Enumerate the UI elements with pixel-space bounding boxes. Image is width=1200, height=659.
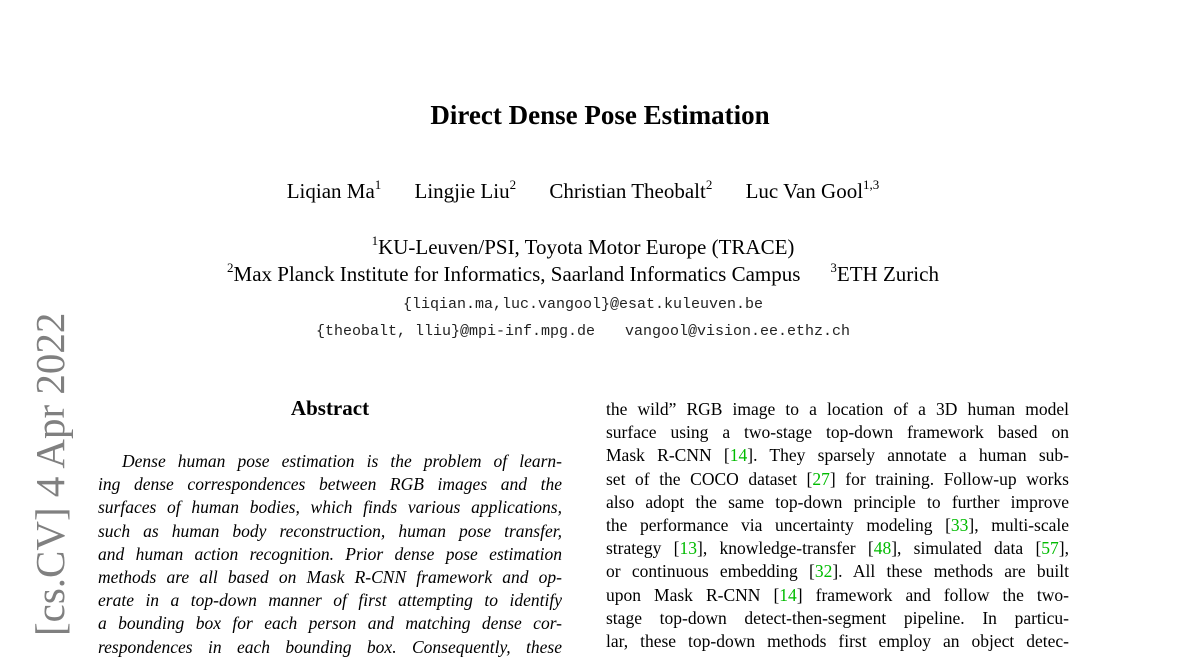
affil-sup: 1: [371, 233, 379, 248]
citation-link[interactable]: 14: [779, 584, 797, 605]
text: ], knowledge-transfer [: [697, 538, 874, 559]
text: Mask R-CNN [: [606, 445, 730, 466]
paper-title: Direct Dense Pose Estimation: [430, 100, 770, 130]
citation-link[interactable]: 57: [1041, 538, 1059, 559]
text: ],: [1058, 538, 1069, 559]
text: ], simulated data [: [891, 538, 1042, 559]
email: {theobalt, lliu}@mpi-inf.mpg.de: [315, 323, 595, 340]
email-line-1: {liqian.ma,luc.vangool}@esat.kuleuven.be: [402, 296, 764, 313]
abstract-line: such as human body reconstruction, human pose transfer,: [98, 520, 562, 541]
body-line: [606, 514, 1069, 537]
author: [287, 179, 382, 203]
intro-column: [606, 398, 1069, 653]
affiliation: KU-Leuven/PSI, Toyota Motor Europe (TRACE): [378, 235, 795, 259]
text: ]. They sparsely annotate a human sub-: [747, 445, 1069, 466]
text: ] framework and follow the two-: [796, 584, 1069, 605]
body-line: [606, 584, 1069, 607]
body-line: stage top-down detect-then-segment pipeline. In particu-: [606, 607, 1069, 628]
arxiv-stamp: [cs.CV] 4 Apr 2022: [27, 312, 73, 636]
abstract-body: [98, 450, 562, 659]
text: set of the COCO dataset [: [606, 468, 813, 489]
author: [549, 179, 712, 203]
author-name: Liqian Ma: [286, 179, 375, 203]
abstract-line: respondences in each bounding box. Consequently, these: [98, 636, 562, 657]
author-name: Luc Van Gool: [745, 179, 864, 203]
citation-link[interactable]: 32: [814, 561, 833, 582]
author-affil-sup: 1: [374, 177, 382, 192]
affil-sup: 2: [227, 260, 234, 275]
text: or continuous embedding [: [606, 561, 815, 582]
author-affil-sup: 2: [509, 177, 517, 192]
text: upon Mask R-CNN [: [606, 584, 780, 605]
text: ] for training. Follow-up works: [829, 468, 1069, 489]
author-affil-sup: 1,3: [863, 177, 880, 192]
affiliation-line-2: [0, 261, 1166, 287]
email: vangool@vision.ee.ethz.ch: [625, 323, 851, 340]
affiliation: Max Planck Institute for Informatics, Saarland Informatics Campus: [233, 262, 801, 286]
abstract-line: Dense human pose estimation is the problem of learn-: [122, 451, 562, 471]
text: the performance via uncertainty modeling [: [606, 514, 951, 535]
abstract-heading: Abstract: [290, 396, 370, 420]
abstract-line: methods are all based on Mask R-CNN framework and op-: [98, 566, 562, 587]
body-line: [606, 468, 1069, 491]
body-line: surface using a two-stage top-down framework based on: [606, 422, 1069, 443]
citation-link[interactable]: 13: [679, 538, 698, 559]
author: [746, 179, 880, 203]
body-line: [606, 444, 1069, 467]
abstract-line: a bounding box for each person and matching dense cor-: [98, 613, 562, 634]
author-affil-sup: 2: [705, 177, 713, 192]
body-line: [606, 537, 1069, 560]
body-line: lar, these top-down methods first employ an object detec-: [606, 630, 1069, 651]
author-name: Christian Theobalt: [549, 179, 706, 203]
body-line: [606, 560, 1069, 583]
text: ]. All these methods are built: [832, 561, 1069, 582]
email-line-2: [0, 322, 1166, 342]
author: [415, 179, 517, 203]
citation-link[interactable]: 48: [873, 538, 892, 559]
author-name: Lingjie Liu: [414, 179, 510, 203]
abstract-line: erate in a top-down manner of first attempting to identify: [98, 590, 562, 611]
text: strategy [: [606, 538, 680, 559]
body-line: also adopt the same top-down principle to further improve: [606, 491, 1069, 512]
affiliation: ETH Zurich: [836, 262, 939, 286]
affiliation-line-1: [0, 234, 1166, 260]
author-list: [0, 177, 1166, 205]
citation-link[interactable]: 14: [729, 445, 748, 466]
text: ], multi-scale: [968, 514, 1069, 535]
abstract-line: and human action recognition. Prior dense pose estimation: [98, 543, 562, 564]
citation-link[interactable]: 27: [812, 468, 830, 489]
abstract-line: ing dense correspondences between RGB images and the: [98, 474, 562, 495]
abstract-line: surfaces of human bodies, which finds various applications,: [98, 497, 562, 518]
citation-link[interactable]: 33: [950, 514, 969, 535]
body-line: the wild” RGB image to a location of a 3D human model: [606, 399, 1069, 419]
affil-sup: 3: [830, 260, 837, 275]
